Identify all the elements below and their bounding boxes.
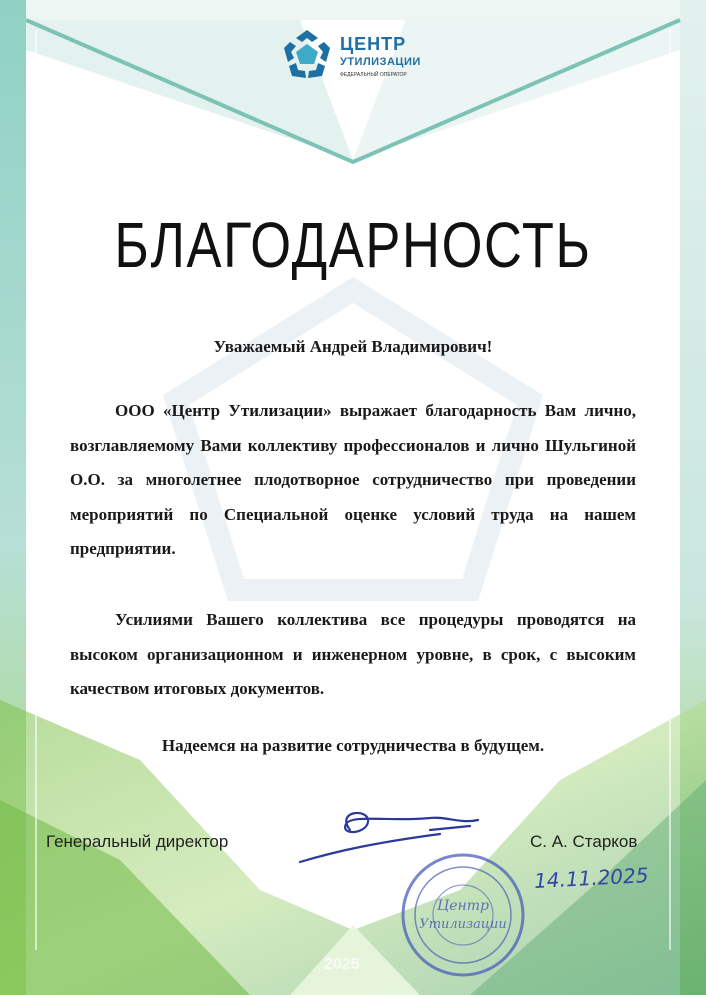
signatory-name: С. А. Старков xyxy=(530,832,638,851)
pentagon-arrows-icon xyxy=(278,26,336,84)
body-paragraph-1: ООО «Центр Утилизации» выражает благодарность Вам лично, возглавляемому Вами коллективу профессионалов и лично Шульгиной О.О. за многолетнее плодотворное сотрудничество при проведении мероприятий по Специальной оценке условий труда на нашем предприятии. xyxy=(70,401,636,558)
logo-line-1: ЦЕНТР xyxy=(340,34,407,54)
stamp-text-1: Центр xyxy=(437,898,489,914)
company-logo xyxy=(276,26,436,90)
body-paragraph-2: Усилиями Вашего коллектива все процедуры проводятся на высоком организационном и инженерном уровне, в срок, с высоким качеством итоговых документов. xyxy=(70,610,636,698)
handwritten-date: 14.11.2025 xyxy=(533,863,650,893)
logo-line-2: УТИЛИЗАЦИИ xyxy=(340,56,421,68)
greeting: Уважаемый Андрей Владимирович! xyxy=(213,337,493,356)
stamp-text-2: Утилизации xyxy=(419,917,507,932)
document-title: БЛАГОДАРНОСТЬ xyxy=(114,209,592,281)
company-stamp xyxy=(398,850,528,980)
logo-line-3: ФЕДЕРАЛЬНЫЙ ОПЕРАТОР xyxy=(340,72,407,78)
signatory-position: Генеральный директор xyxy=(46,832,229,851)
closing-line: Надеемся на развитие сотрудничества в будущем. xyxy=(161,736,545,755)
footer-year: 2025 xyxy=(324,956,360,973)
